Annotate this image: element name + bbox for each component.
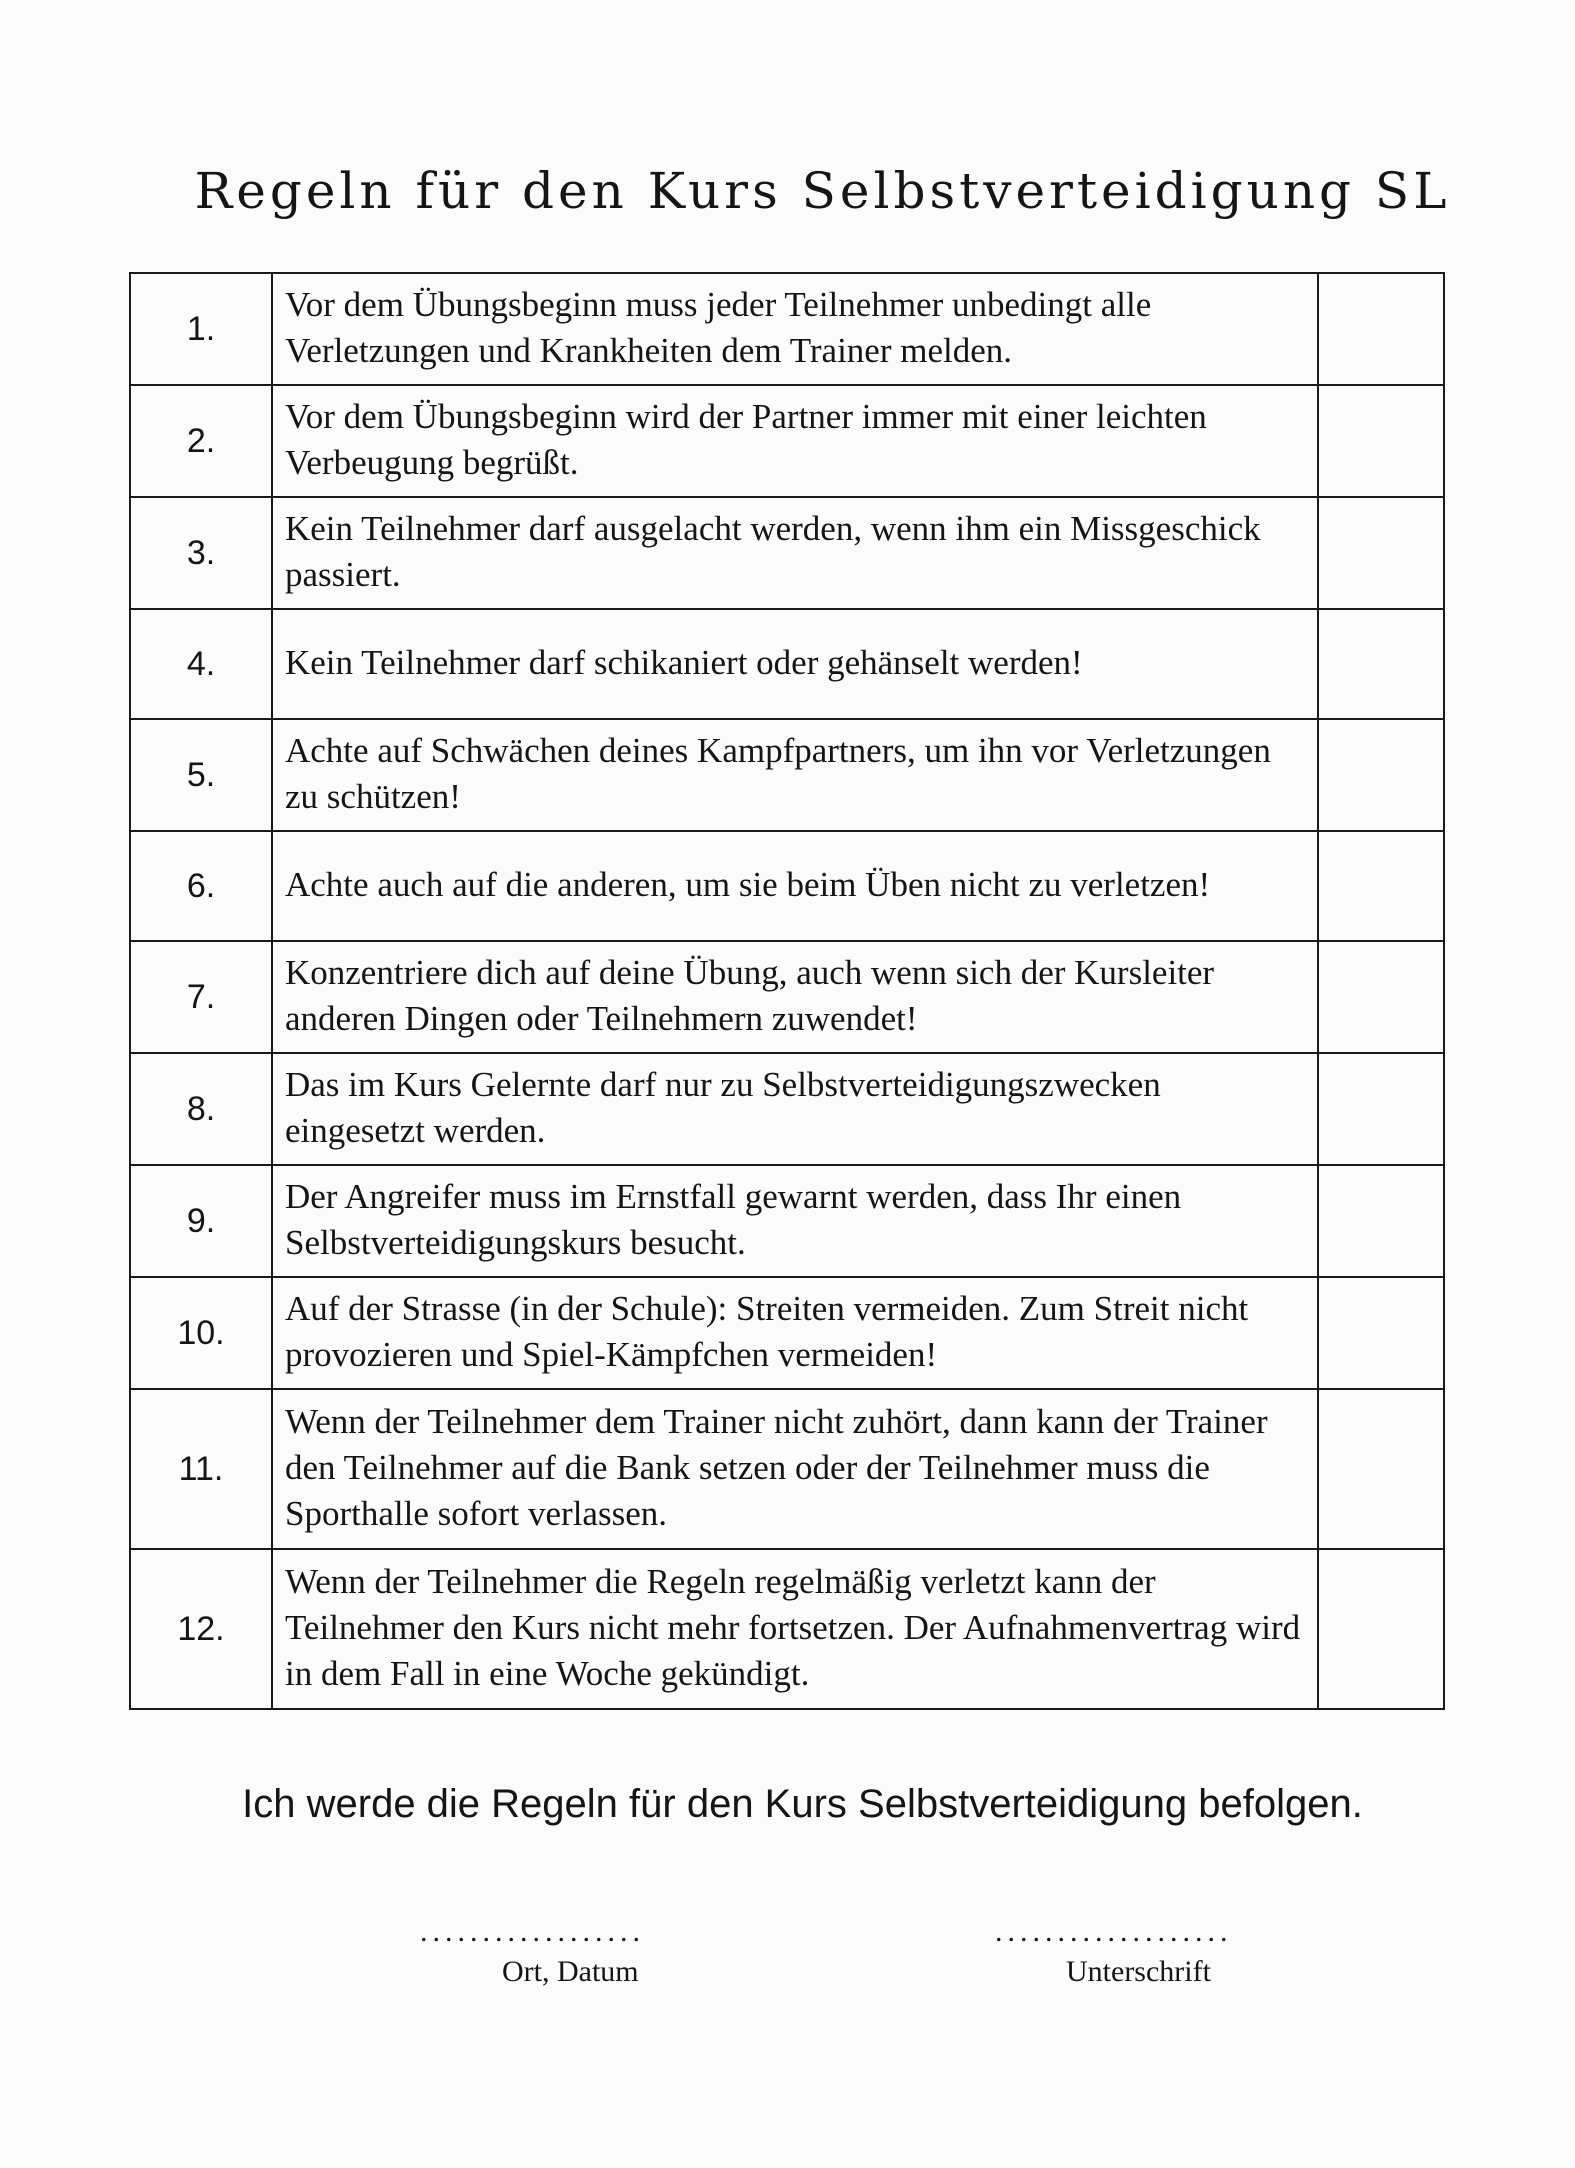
rule-text: Vor dem Übungsbeginn muss jeder Teilnehmer unbedingt alle Verletzungen und Krankheiten dem Trainer melden.	[272, 273, 1318, 385]
rule-row	[130, 831, 1444, 941]
rule-number: 6.	[130, 831, 272, 941]
rule-row	[130, 609, 1444, 719]
rule-row	[130, 1165, 1444, 1277]
rule-row	[130, 719, 1444, 831]
rule-check-cell[interactable]	[1318, 385, 1444, 497]
rule-check-cell[interactable]	[1318, 719, 1444, 831]
rule-number: 1.	[130, 273, 272, 385]
rule-text: Der Angreifer muss im Ernstfall gewarnt werden, dass Ihr einen Selbstverteidigungskurs besucht.	[272, 1165, 1318, 1277]
pledge-statement: Ich werde die Regeln für den Kurs Selbstverteidigung befolgen.	[242, 1782, 1363, 1826]
rule-row	[130, 1277, 1444, 1389]
rule-check-cell[interactable]	[1318, 1165, 1444, 1277]
rule-check-cell[interactable]	[1318, 609, 1444, 719]
rule-check-cell[interactable]	[1318, 1053, 1444, 1165]
rule-text: Das im Kurs Gelernte darf nur zu Selbstverteidigungszwecken eingesetzt werden.	[272, 1053, 1318, 1165]
rule-row	[130, 497, 1444, 609]
rule-check-cell[interactable]	[1318, 941, 1444, 1053]
rule-check-cell[interactable]	[1318, 831, 1444, 941]
page-title: Regeln für den Kurs Selbstverteidigung SL	[194, 161, 1451, 220]
rule-number: 3.	[130, 497, 272, 609]
rule-number: 7.	[130, 941, 272, 1053]
rule-row	[130, 1053, 1444, 1165]
rule-check-cell[interactable]	[1318, 497, 1444, 609]
rule-row	[130, 385, 1444, 497]
rule-number: 10.	[130, 1277, 272, 1389]
rule-check-cell[interactable]	[1318, 273, 1444, 385]
rule-text: Auf der Strasse (in der Schule): Streiten vermeiden. Zum Streit nicht provozieren und Spiel-Kämpfchen vermeiden!	[272, 1277, 1318, 1389]
rule-check-cell[interactable]	[1318, 1389, 1444, 1549]
rule-text: Konzentriere dich auf deine Übung, auch wenn sich der Kursleiter anderen Dingen oder Teilnehmern zuwendet!	[272, 941, 1318, 1053]
rule-text: Wenn der Teilnehmer die Regeln regelmäßig verletzt kann der Teilnehmer den Kurs nicht mehr fortsetzen. Der Aufnahmenvertrag wird in dem Fall in eine Woche gekündigt.	[272, 1549, 1318, 1709]
rule-number: 12.	[130, 1549, 272, 1709]
place-date-line[interactable]: ..................	[420, 1915, 645, 1948]
rule-check-cell[interactable]	[1318, 1277, 1444, 1389]
rule-text: Wenn der Teilnehmer dem Trainer nicht zuhört, dann kann der Trainer den Teilnehmer auf die Bank setzen oder der Teilnehmer muss die Sporthalle sofort verlassen.	[272, 1389, 1318, 1549]
rule-number: 5.	[130, 719, 272, 831]
rule-number: 2.	[130, 385, 272, 497]
place-date-label: Ort, Datum	[502, 1955, 639, 1988]
signature-label: Unterschrift	[1066, 1955, 1211, 1988]
rule-number: 11.	[130, 1389, 272, 1549]
rule-text: Kein Teilnehmer darf schikaniert oder gehänselt werden!	[272, 609, 1318, 719]
rule-text: Kein Teilnehmer darf ausgelacht werden, wenn ihm ein Missgeschick passiert.	[272, 497, 1318, 609]
rule-number: 4.	[130, 609, 272, 719]
rule-check-cell[interactable]	[1318, 1549, 1444, 1709]
rule-text: Achte auf Schwächen deines Kampfpartners, um ihn vor Verletzungen zu schützen!	[272, 719, 1318, 831]
rule-row	[130, 1549, 1444, 1709]
rules-table	[129, 272, 1445, 1710]
rule-number: 8.	[130, 1053, 272, 1165]
rule-text: Achte auch auf die anderen, um sie beim Üben nicht zu verletzen!	[272, 831, 1318, 941]
rule-number: 9.	[130, 1165, 272, 1277]
rule-row	[130, 273, 1444, 385]
rule-row	[130, 1389, 1444, 1549]
rule-text: Vor dem Übungsbeginn wird der Partner immer mit einer leichten Verbeugung begrüßt.	[272, 385, 1318, 497]
signature-line[interactable]: ...................	[995, 1915, 1233, 1948]
rule-row	[130, 941, 1444, 1053]
